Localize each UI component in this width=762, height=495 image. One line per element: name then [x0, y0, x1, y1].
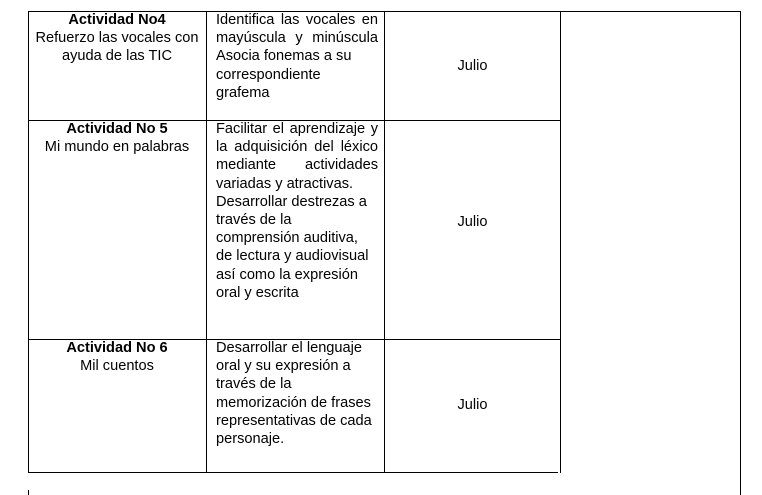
table-right-border — [740, 11, 741, 495]
activity-name: Mil cuentos — [80, 358, 154, 375]
objectives-cell-1 — [216, 11, 378, 102]
objective-text: Desarrollar destrezas a través de la comprensión auditiva, de lectura y audiovisual así como la expresión oral y escrita — [216, 193, 369, 301]
month-cell-2 — [385, 121, 560, 323]
objective-text: Desarrollar el lenguaje oral y su expresión a través de la memorización de frases representativas de cada personaje. — [216, 340, 372, 448]
table-col-divider-1 — [206, 11, 207, 473]
activity-cell-3 — [32, 339, 202, 375]
month-label: Julio — [457, 396, 488, 413]
activity-title: Actividad No 5 — [66, 121, 168, 137]
month-label: Julio — [457, 213, 488, 230]
activity-cell-2 — [32, 120, 202, 156]
objective-text: Facilitar el aprendizaje y la adquisición del léxico mediante actividades variadas y atractivas. — [216, 121, 378, 192]
month-cell-1 — [385, 12, 560, 120]
month-cell-3 — [385, 340, 560, 470]
activity-cell-1 — [32, 11, 202, 66]
page-corner-mark — [28, 490, 29, 495]
objectives-cell-2 — [216, 120, 378, 302]
objectives-cell-3 — [216, 339, 378, 448]
activity-title: Actividad No 6 — [66, 340, 168, 356]
table-col-divider-3 — [560, 11, 561, 473]
activity-name: Mi mundo en palabras — [44, 139, 190, 156]
objective-text: Asocia fonemas a su correspondiente grafema — [216, 48, 352, 101]
table-bottom-border — [28, 472, 558, 473]
activity-title: Actividad No4 — [68, 12, 166, 28]
activity-name: Refuerzo las vocales con ayuda de las TIC — [35, 30, 199, 65]
month-label: Julio — [457, 57, 488, 74]
objective-text: Identifica las vocales en mayúscula y minúscula — [216, 12, 378, 47]
table-left-border — [28, 11, 29, 473]
